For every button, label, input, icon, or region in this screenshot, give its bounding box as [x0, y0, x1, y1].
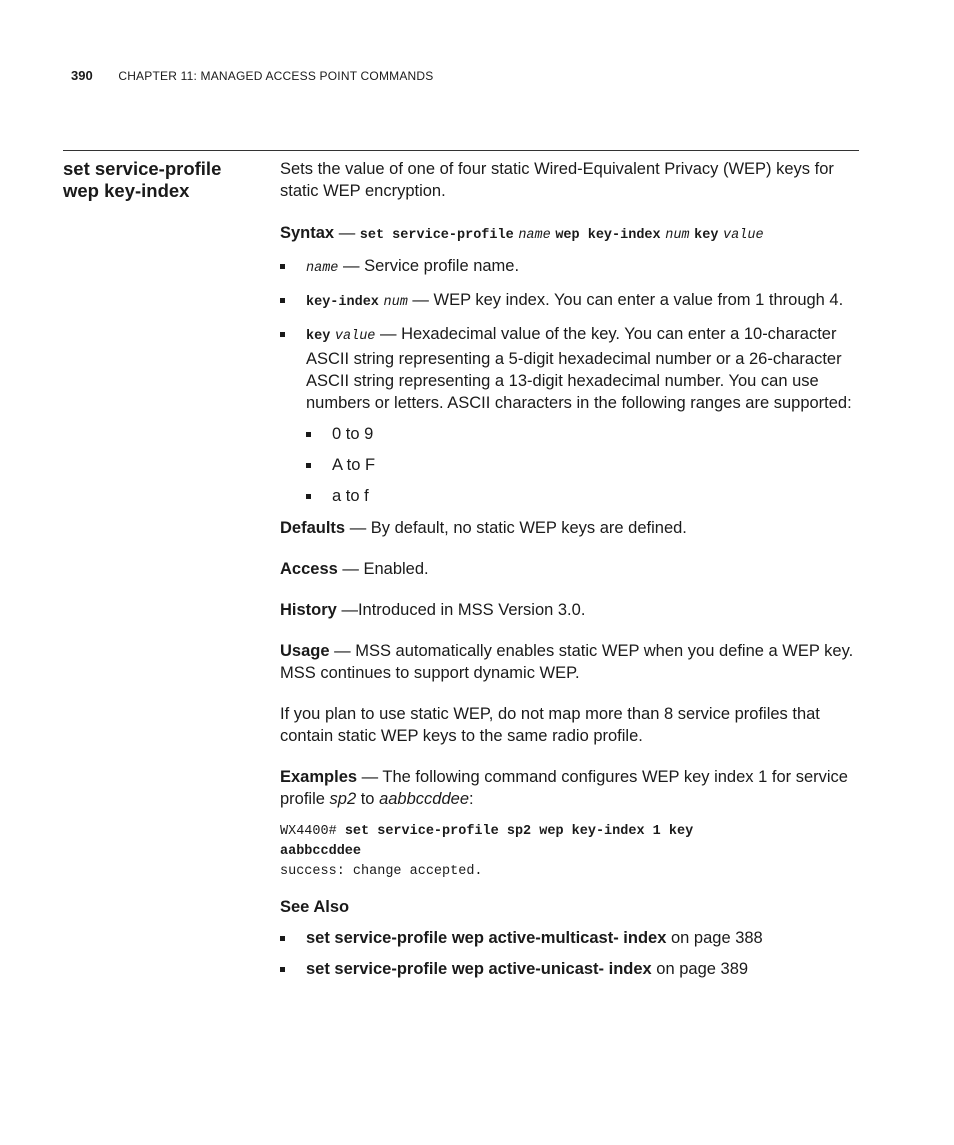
section-title-line1: set service-profile: [63, 158, 222, 179]
usage-paragraph: [280, 640, 860, 684]
page-number: 390: [71, 68, 93, 83]
syntax-arg: value: [723, 228, 764, 243]
syntax-cmd: key: [694, 228, 719, 243]
usage-text: — MSS automatically enables static WEP when you define a WEP key. MSS continues to support dynamic WEP.: [280, 642, 854, 682]
examples-text: :: [469, 790, 474, 808]
history-paragraph: [280, 599, 860, 621]
section-title: [63, 158, 263, 202]
see-also-link[interactable]: set service-profile wep active-multicast- index: [306, 929, 667, 947]
param-keyword: key-index: [306, 295, 379, 310]
list-item: a to f: [306, 485, 860, 507]
syntax-label: Syntax: [280, 224, 335, 242]
access-paragraph: [280, 558, 860, 580]
param-arg: value: [334, 329, 376, 344]
param-arg: name: [306, 261, 339, 276]
examples-paragraph: [280, 766, 860, 810]
intro-paragraph: Sets the value of one of four static Wired-Equivalent Privacy (WEP) keys for static WEP encryption.: [280, 160, 834, 200]
chapter-title: CHAPTER 11: MANAGED ACCESS POINT COMMANDS: [118, 69, 434, 83]
usage-label: Usage: [280, 642, 330, 660]
code-result: success: change accepted.: [280, 864, 483, 879]
access-text: — Enabled.: [337, 560, 429, 578]
usage-note-paragraph: If you plan to use static WEP, do not map more than 8 service profiles that contain static WEP keys to the same radio profile.: [280, 705, 820, 745]
list-item: [280, 255, 860, 280]
syntax-dash: —: [334, 224, 360, 242]
see-also-heading: See Also: [280, 898, 350, 916]
parameter-list: [280, 255, 860, 507]
history-text: —Introduced in MSS Version 3.0.: [336, 601, 586, 619]
syntax-cmd: set service-profile: [359, 228, 514, 243]
see-also-page: on page 388: [666, 929, 763, 947]
page-header: [71, 68, 433, 83]
param-desc: — Hexadecimal value of the key. You can enter a 10-character ASCII string representing a 5-digit hexadecimal number or a 26-character ASCII string representing a 13-digit hexadecimal number. You can use numbers or letters. ASCII characters in the following ranges are supported:: [306, 325, 852, 412]
param-arg: num: [383, 295, 408, 310]
see-also-list: [280, 927, 860, 980]
examples-label: Examples: [280, 768, 358, 786]
code-prompt: WX4400#: [280, 824, 345, 839]
syntax-arg: name: [518, 228, 551, 243]
syntax-line: [280, 222, 860, 247]
code-example: [280, 822, 860, 882]
examples-key-value: aabbccddee: [379, 790, 469, 808]
list-item[interactable]: [280, 927, 860, 949]
list-item[interactable]: [280, 958, 860, 980]
list-item: [280, 289, 860, 314]
section-body: [280, 158, 860, 990]
defaults-label: Defaults: [280, 519, 346, 537]
examples-text: — The following command configures WEP key index 1 for service profile: [280, 768, 848, 808]
param-desc: — WEP key index. You can enter a value from 1 through 4.: [407, 291, 844, 309]
syntax-arg: num: [665, 228, 690, 243]
list-item: [280, 323, 860, 507]
access-label: Access: [280, 560, 338, 578]
see-also-link[interactable]: set service-profile wep active-unicast- index: [306, 960, 652, 978]
code-command: aabbccddee: [280, 844, 362, 859]
section-divider: [63, 150, 859, 151]
section-title-line2: wep key-index: [63, 180, 190, 201]
history-label: History: [280, 601, 337, 619]
list-item: A to F: [306, 454, 860, 476]
defaults-paragraph: [280, 517, 860, 539]
param-desc: — Service profile name.: [338, 257, 520, 275]
param-keyword: key: [306, 329, 331, 344]
examples-text: to: [356, 790, 380, 808]
examples-profile: sp2: [329, 790, 357, 808]
list-item: 0 to 9: [306, 423, 860, 445]
range-list: [306, 423, 860, 507]
syntax-cmd: wep key-index: [555, 228, 661, 243]
code-command: set service-profile sp2 wep key-index 1 key: [344, 824, 694, 839]
see-also-page: on page 389: [651, 960, 749, 978]
defaults-text: — By default, no static WEP keys are defined.: [345, 519, 687, 537]
